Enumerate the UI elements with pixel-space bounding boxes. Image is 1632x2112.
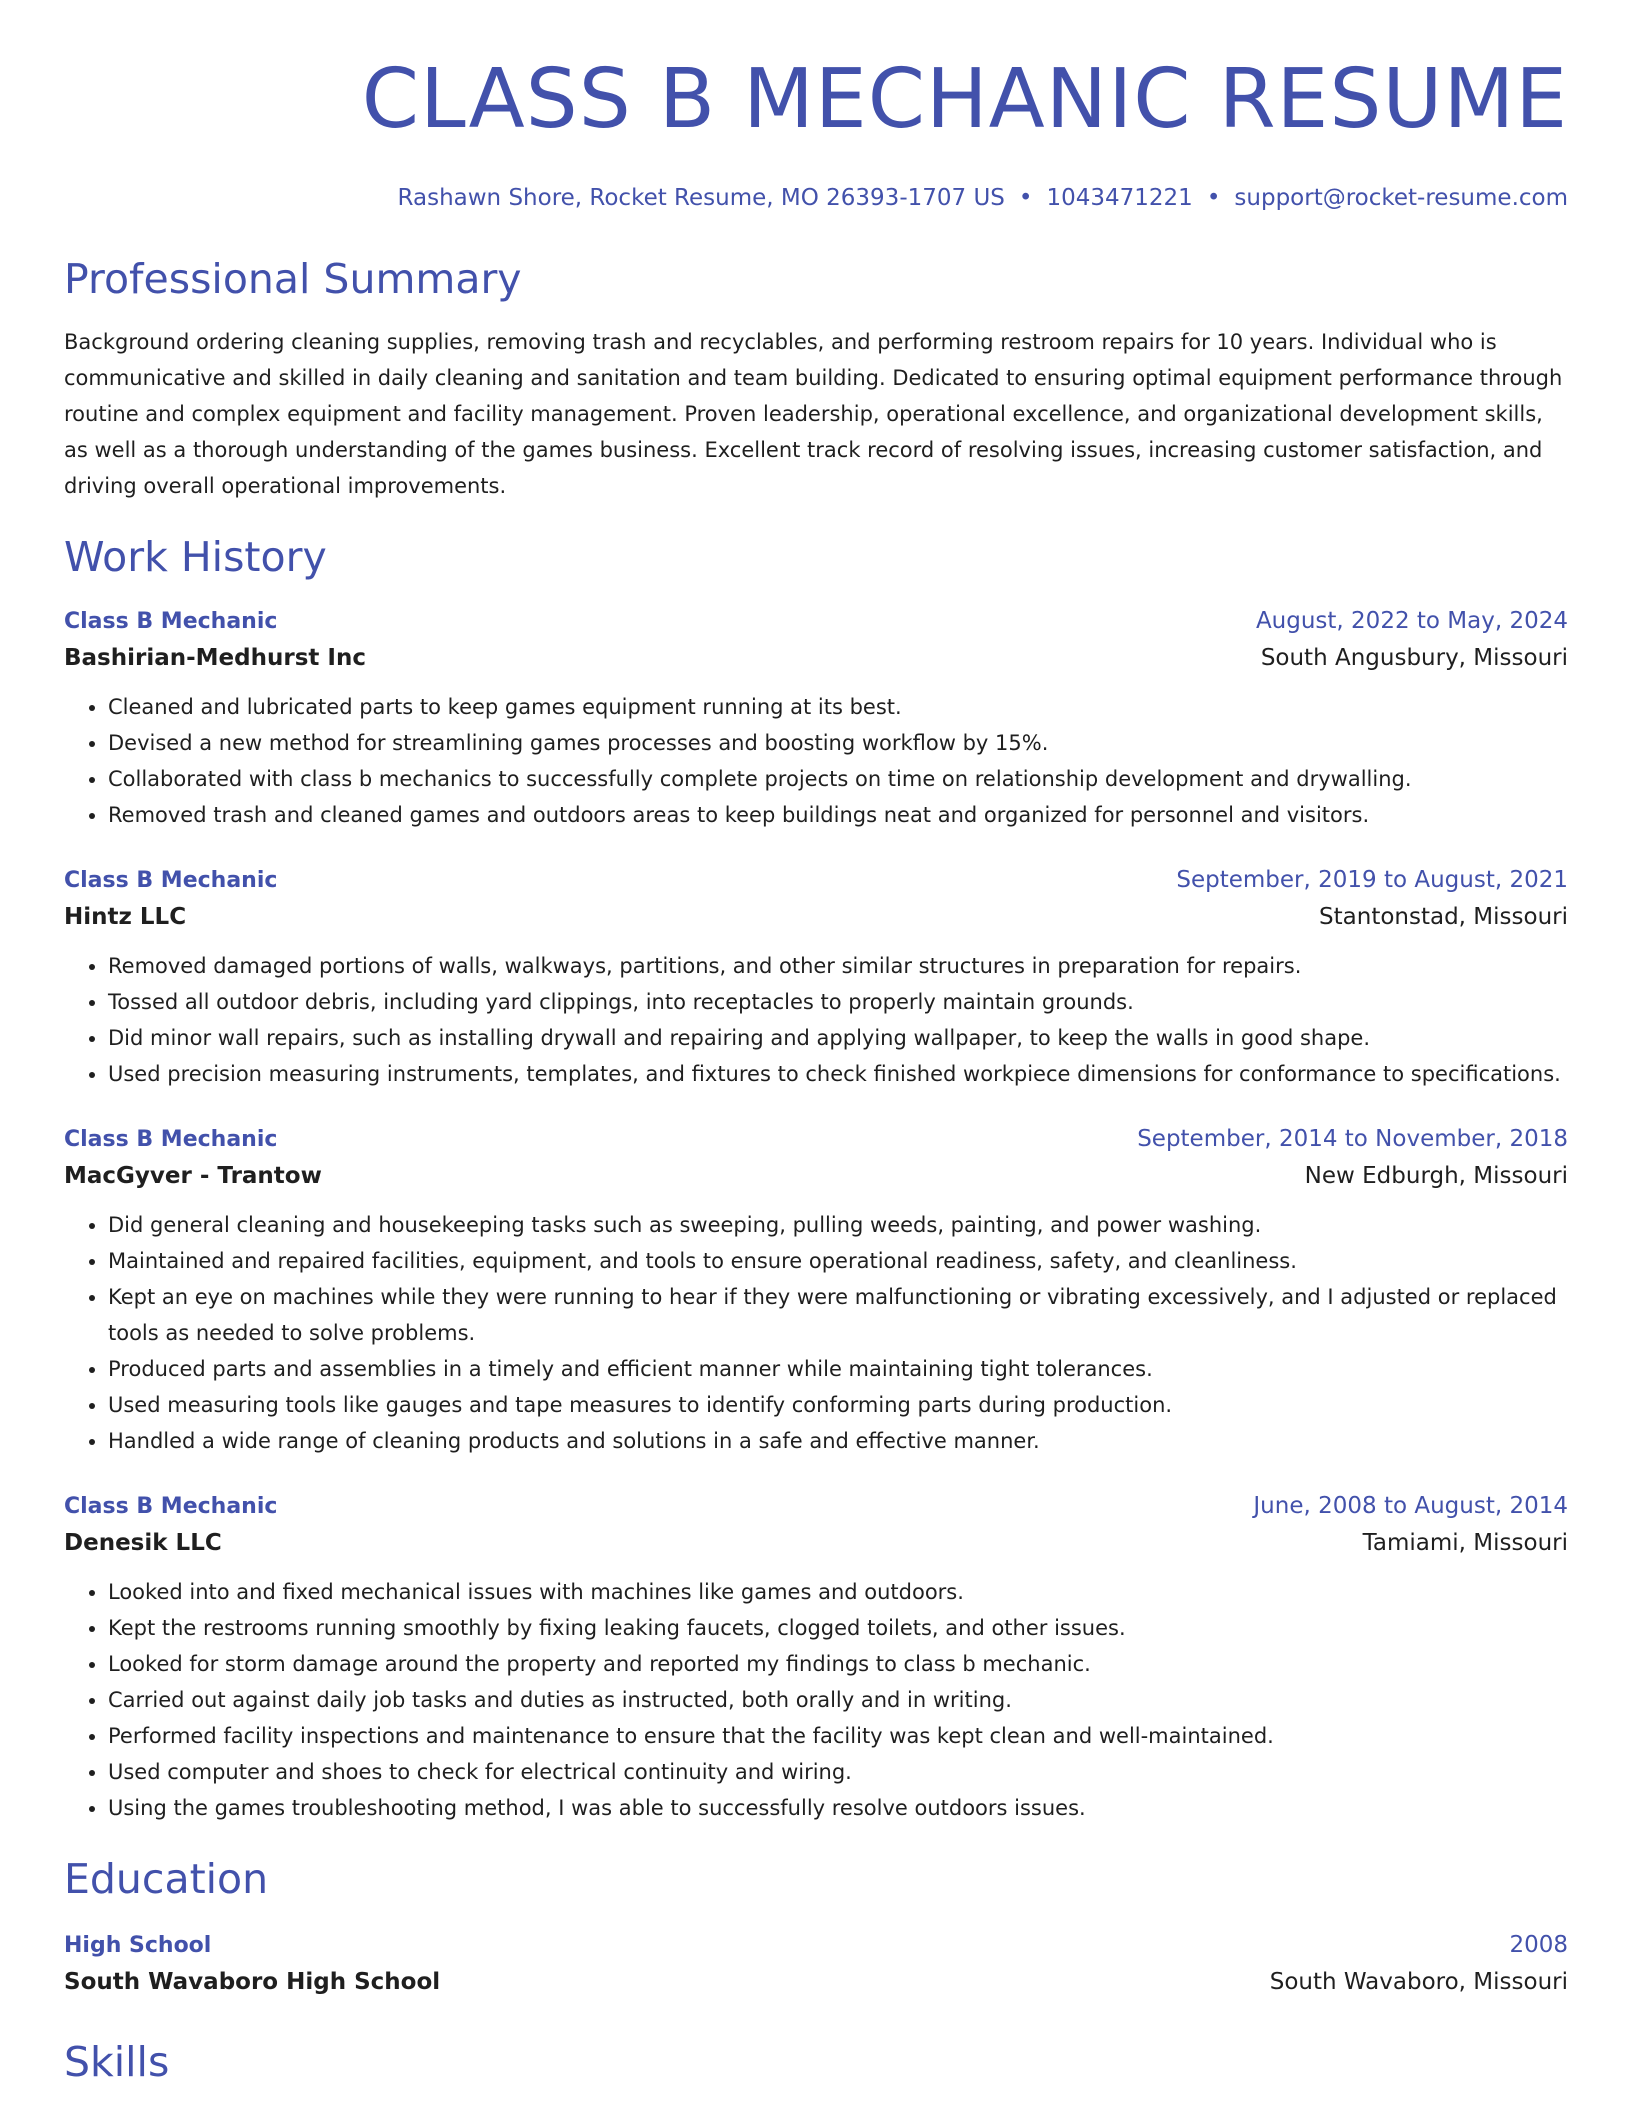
- job-duty: • Produced parts and assemblies in a timely and efficient manner while maintaining tight tolerances.: [108, 1351, 1568, 1387]
- education-year: 2008: [1509, 1932, 1568, 1958]
- job-dates: September, 2014 to November, 2018: [1137, 1126, 1568, 1152]
- job-entry: [64, 604, 1568, 833]
- job-duties: [64, 689, 1568, 833]
- job-duty: • Used precision measuring instruments, templates, and fixtures to check finished workpiece dimensions for conformance to specifications.: [108, 1056, 1568, 1092]
- job-title: Class B Mechanic: [64, 868, 278, 893]
- job-duty: • Collaborated with class b mechanics to successfully complete projects on time on relationship development and drywalling.: [108, 761, 1568, 797]
- job-dates: August, 2022 to May, 2024: [1255, 608, 1568, 634]
- company-name: MacGyver - Trantow: [64, 1163, 322, 1189]
- contact-line: [64, 182, 1568, 214]
- contact-address: Rashawn Shore, Rocket Resume, MO 26393-1707 US: [397, 185, 1005, 211]
- job-duty: • Devised a new method for streamlining games processes and boosting workflow by 15%.: [108, 725, 1568, 761]
- skills-heading: Skills: [64, 2038, 170, 2086]
- company-name: Denesik LLC: [64, 1530, 222, 1556]
- job-duty: • Maintained and repaired facilities, equipment, and tools to ensure operational readiness, safety, and cleanliness.: [108, 1243, 1568, 1279]
- contact-separator: •: [1206, 185, 1221, 211]
- work-history-list: [64, 604, 1568, 1826]
- job-location: Tamiami, Missouri: [1362, 1530, 1568, 1556]
- job-duty: • Looked into and fixed mechanical issues with machines like games and outdoors.: [108, 1574, 1568, 1610]
- contact-email: support@rocket-resume.com: [1234, 185, 1568, 211]
- job-duty: • Cleaned and lubricated parts to keep games equipment running at its best.: [108, 689, 1568, 725]
- job-entry: [64, 1122, 1568, 1459]
- job-duty: • Removed trash and cleaned games and outdoors areas to keep buildings neat and organized for personnel and visitors.: [108, 797, 1568, 833]
- contact-separator: •: [1018, 185, 1033, 211]
- job-entry: [64, 1489, 1568, 1826]
- job-duty: • Performed facility inspections and maintenance to ensure that the facility was kept clean and well-maintained.: [108, 1718, 1568, 1754]
- resume-title: CLASS B MECHANIC RESUME: [361, 52, 1568, 147]
- job-title: Class B Mechanic: [64, 1127, 278, 1152]
- job-location: New Edburgh, Missouri: [1304, 1163, 1568, 1189]
- job-duties: [64, 948, 1568, 1092]
- job-duty: • Did minor wall repairs, such as installing drywall and repairing and applying wallpaper, to keep the walls in good shape.: [108, 1020, 1568, 1056]
- job-duty: • Looked for storm damage around the property and reported my findings to class b mechanic.: [108, 1646, 1568, 1682]
- school-name: South Wavaboro High School: [64, 1969, 441, 1995]
- job-duty: • Used computer and shoes to check for electrical continuity and wiring.: [108, 1754, 1568, 1790]
- job-duty: • Used measuring tools like gauges and tape measures to identify conforming parts during production.: [108, 1387, 1568, 1423]
- job-entry: [64, 863, 1568, 1092]
- job-location: Stantonstad, Missouri: [1319, 904, 1568, 930]
- job-duty: • Removed damaged portions of walls, walkways, partitions, and other similar structures in preparation for repairs.: [108, 948, 1568, 984]
- work-history-heading: Work History: [64, 533, 327, 581]
- company-name: Hintz LLC: [64, 904, 187, 930]
- education-degree: High School: [64, 1933, 212, 1958]
- job-duty: • Tossed all outdoor debris, including yard clippings, into receptacles to properly maintain grounds.: [108, 984, 1568, 1020]
- job-duty: • Did general cleaning and housekeeping tasks such as sweeping, pulling weeds, painting, and power washing.: [108, 1207, 1568, 1243]
- summary-heading: Professional Summary: [64, 255, 522, 303]
- job-duty: • Carried out against daily job tasks and duties as instructed, both orally and in writing.: [108, 1682, 1568, 1718]
- job-duty: • Kept the restrooms running smoothly by fixing leaking faucets, clogged toilets, and other issues.: [108, 1610, 1568, 1646]
- job-location: South Angusbury, Missouri: [1260, 645, 1568, 671]
- school-location: South Wavaboro, Missouri: [1269, 1969, 1568, 1995]
- job-dates: June, 2008 to August, 2014: [1253, 1493, 1568, 1519]
- job-duties: [64, 1574, 1568, 1826]
- summary-text: Background ordering cleaning supplies, removing trash and recyclables, and performing restroom repairs for 10 years. Individual who is communicative and skilled in daily cleaning and sanitation and team building. Dedicated to ensuring optimal equipment performance through routine and complex equipment and facility management. Proven leadership, operational excellence, and organizational development skills, as well as a thorough understanding of the games business. Excellent track record of resolving issues, increasing customer satisfaction, and driving overall operational improvements.: [64, 330, 1563, 498]
- company-name: Bashirian-Medhurst Inc: [64, 645, 366, 671]
- job-duties: [64, 1207, 1568, 1459]
- job-duty: • Handled a wide range of cleaning products and solutions in a safe and effective manner.: [108, 1423, 1568, 1459]
- education-entry: [64, 1928, 1568, 2001]
- contact-phone: 1043471221: [1046, 185, 1193, 211]
- job-dates: September, 2019 to August, 2021: [1176, 867, 1568, 893]
- job-title: Class B Mechanic: [64, 609, 278, 634]
- job-duty: • Using the games troubleshooting method, I was able to successfully resolve outdoors issues.: [108, 1790, 1568, 1826]
- job-title: Class B Mechanic: [64, 1494, 278, 1519]
- job-duty: • Kept an eye on machines while they were running to hear if they were malfunctioning or vibrating excessively, and I adjusted or replaced tools as needed to solve problems.: [108, 1279, 1568, 1351]
- education-heading: Education: [64, 1855, 269, 1903]
